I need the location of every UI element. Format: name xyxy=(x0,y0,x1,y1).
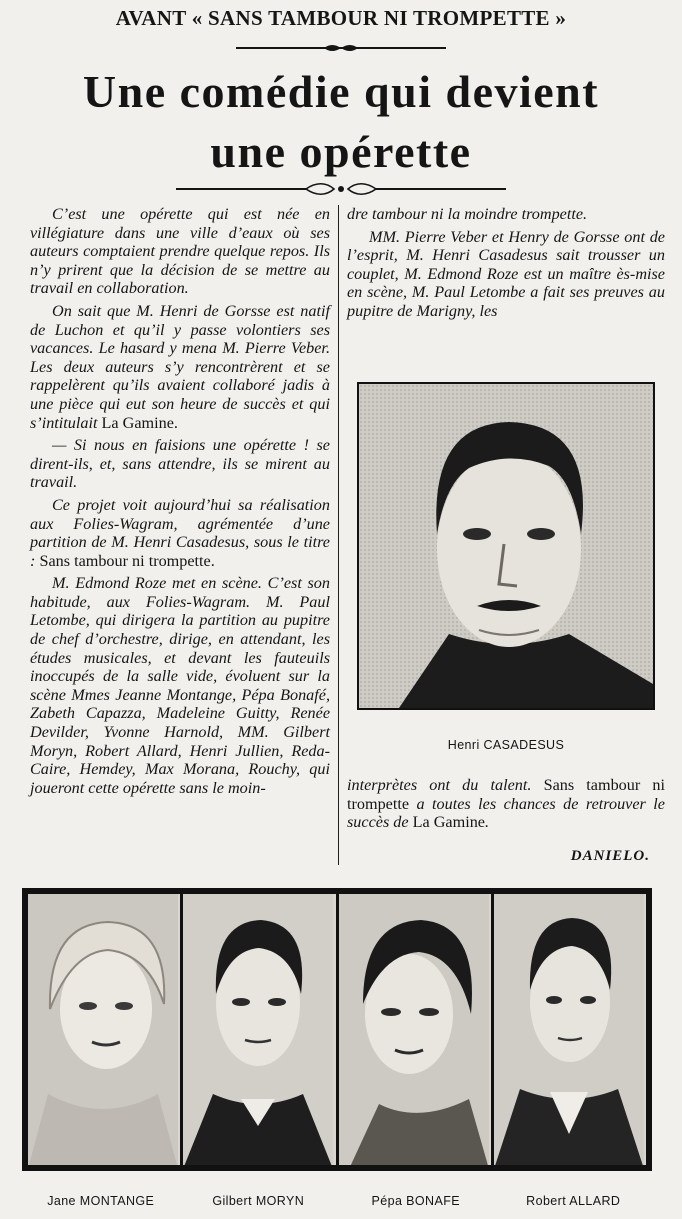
caption-pepa-bonafe: Pépa BONAFE xyxy=(371,1194,460,1208)
title-reference: Sans tambour ni trompette. xyxy=(39,551,215,570)
paragraph: — Si nous en faisions une opérette ! se dirent-ils, et, sans attendre, ils se mirent au travail. xyxy=(30,436,330,492)
photo-gilbert-moryn xyxy=(183,894,335,1165)
ornamental-rule-bottom xyxy=(0,182,682,196)
title-reference: La Gamine xyxy=(412,813,485,832)
kicker-title: AVANT « SANS TAMBOUR NI TROMPETTE » xyxy=(115,6,567,30)
paragraph: dre tambour ni la moindre trompette. xyxy=(347,205,588,223)
article-column-left xyxy=(30,205,330,801)
title-reference: Sans tambour ni trompette xyxy=(347,776,665,813)
paragraph: Ce projet voit aujourd’hui sa réalisation aux Folies-Wagram, agrémentée d’une partition de M. Henri Casadesus, sous le titre : Sans tambour ni trompette. xyxy=(30,495,330,570)
column-divider xyxy=(338,205,339,865)
cast-captions xyxy=(22,1194,652,1208)
article-column-right-top xyxy=(347,205,665,325)
caption-jane-montange: Jane MONTANGE xyxy=(47,1194,155,1208)
caption-robert-allard: Robert ALLARD xyxy=(526,1194,621,1208)
paragraph: On sait que M. Henri de Gorsse est natif de Luchon et qu’il y passe volontiers ses vacances. Le hasard y mena M. Pierre Veber. Les deux auteurs s’y rencontrèrent et se rappelèrent qu’ils avaient collaboré jadis à une pièce qui eut son heure de succès et qui s’intitulait La Gamine. xyxy=(30,301,330,432)
article-column-right-bottom xyxy=(347,776,665,836)
paragraph: MM. Pierre Veber et Henry de Gorsse ont de l’esprit, M. Henri Casadesus sait trousser un couplet, M. Edmond Roze est un maître ès-mise en scène, M. Paul Letombe a fait ses preuves au pupitre de Marigny, les xyxy=(347,227,665,320)
portrait-henri-casadesus xyxy=(357,382,655,710)
photo-robert-allard xyxy=(494,894,646,1165)
caption-gilbert-moryn: Gilbert MORYN xyxy=(212,1194,305,1208)
paragraph: interprètes ont du talent. Sans tambour ni trompette a toutes les chances de retrouver le succès de La Gamine. xyxy=(347,776,665,832)
headline xyxy=(0,62,682,182)
ornamental-rule-top xyxy=(0,42,682,54)
portrait-caption: Henri CASADESUS xyxy=(447,738,565,752)
headline-line-1: Une comédie qui devient xyxy=(82,66,600,117)
headline-line-2: une opérette xyxy=(210,126,472,177)
title-reference: La Gamine. xyxy=(101,413,178,432)
cast-photo-strip xyxy=(22,888,652,1171)
photo-jane-montange xyxy=(28,894,180,1165)
paragraph: M. Edmond Roze met en scène. C’est son habitude, aux Folies-Wagram. M. Paul Letombe, qui dirigera la partition au pupitre de chef d’orchestre, dirige, en attendant, les études musicales, et devant les fauteuils inoccupés de la salle vide, évoluent sur la scène Mmes Jeanne Montange, Pépa Bonafé, Zabeth Capazza, Madeleine Guitty, Renée Devilder, Yvonne Harnold, MM. Gilbert Moryn, Robert Allard, Henri Jullien, Reda-Caire, Hemdey, Max Morana, Rouchy, qui joueront cette opérette sans le moin- xyxy=(30,574,330,797)
photo-pepa-bonafe xyxy=(339,894,491,1165)
signature: DANIELO. xyxy=(570,848,650,864)
paragraph: C’est une opérette qui est née en villégiature dans une ville d’eaux où ses auteurs comptaient prendre quelque repos. Ils n’y prirent que la décision de se mettre au travail en collaboration. xyxy=(30,205,330,298)
